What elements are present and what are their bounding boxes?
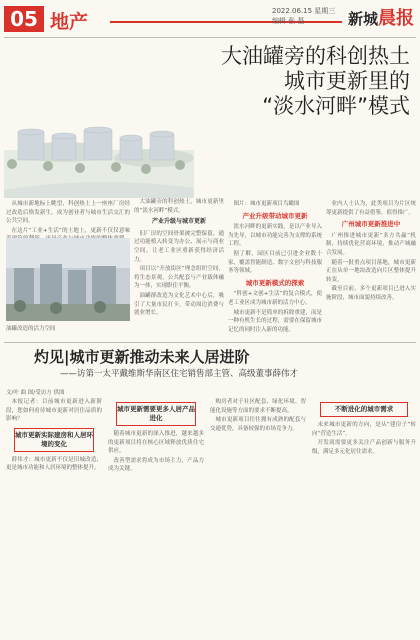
logo-main: 新城 <box>347 10 378 28</box>
article2-col-3 <box>210 398 306 636</box>
header-divider <box>4 37 416 38</box>
feature-headline <box>221 44 410 119</box>
article2-byline: 文/叶 曲 图/受访方 供图 <box>6 390 65 396</box>
article2-col3-para: 购房者对于社区配套、绿化环境、智能化设施等方面的要求不断提高。 <box>210 399 306 414</box>
feature-headline-line-3: “淡水河畔”模式 <box>262 94 410 118</box>
feature-headline-line-1: 大油罐旁的科创热土 <box>221 44 410 68</box>
article2-col2-para: 改善型需求将成为市场主力，产品力成为关键。 <box>108 457 204 473</box>
header-info <box>272 6 342 26</box>
page-header <box>0 0 420 38</box>
feature-col5-para: 广州推进城市更新“多方共赢”机制，持续优化营商环境，推动产城融合发展。 <box>326 232 416 256</box>
article2-col4-para: 开发商需要更多关注产品创新与服务升级，满足多元化居住需求。 <box>312 440 416 455</box>
newspaper-logo <box>348 4 414 30</box>
article-divider <box>4 342 416 343</box>
article2-col2-head: 城市更新需要更多人居产品进化 <box>116 402 196 426</box>
editor-line: 编辑 张 磊 <box>272 17 305 25</box>
feature-col2-para: 旧厂房的空间骨架被完整保留，通过功能植入转变为办公、展示与商业空间，让老工业区重新获得经济活力。 <box>134 230 224 263</box>
date-line: 2022.06.15 星期三 <box>272 7 336 15</box>
article2-col1-head: 城市更新实际建房和人居环境的变化 <box>14 428 94 452</box>
feature-col-1 <box>6 200 130 236</box>
feature-col2-para: 项目以“开放街区”理念组织空间，将生态景观、公共配套与产业载体融为一体，实现职住平衡。 <box>134 266 224 290</box>
feature-col5-head: 广州城市更新推进中 <box>341 220 401 229</box>
article2-subheadline: ——访第一太平戴维斯华南区住宅销售部主管、高级董事薛伟才 <box>60 369 299 379</box>
small-photo-caption: 油罐改造的活力空间 <box>6 326 56 332</box>
feature-col2-para: 油罐群改造为文化艺术中心后，吸引了大量市民打卡，带动周边消费与就业增长。 <box>134 292 224 317</box>
article2-col4-para: 未来城市更新的方向，是从“建房子”转向“营造生活”。 <box>312 422 416 437</box>
section-number: 05 <box>4 6 44 32</box>
feature-col4-head: 城市更新模式的探索 <box>245 278 305 287</box>
article2-col-2 <box>108 398 204 636</box>
article2-col-4 <box>312 398 416 636</box>
feature-col5-para: 随着一批重点项目落地，城市更新正在从单一地块改造向片区整体提升转变。 <box>326 259 416 283</box>
article2-col1-para: 本报记者：目前城市更新进入新阶段，您如何看待城市更新对居住品质的影响？ <box>6 399 102 423</box>
feature-col1-para: 从城市新地标上眺望，科创热土上一座座厂房经过改造后焕发新生，成为创业者与城市生活交汇的公共空间。 <box>6 201 130 225</box>
article2-col2-para: 随着城市更新的深入推进，越来越多的更新项目将在核心区域释放优质住宅供应。 <box>108 431 204 455</box>
feature-col3-para: 淡水河畔的更新实践，是以产业导入为先导，以城市功能完善为支撑的系统工程。 <box>228 224 322 248</box>
feature-col-2 <box>134 198 224 338</box>
article2-headline: 灼见|城市更新推动未来人居进阶 <box>34 348 250 366</box>
feature-col5-para: 截至目前，多个更新项目已进入实施阶段，城市面貌持续改善。 <box>326 286 416 301</box>
section-title: 地产 <box>50 11 89 33</box>
small-photo-illustration <box>6 238 130 321</box>
feature-col1-para: 在这片“工业+生活”的土地上，更新不仅仅意味 <box>11 227 130 234</box>
feature-col3-head: 产业升级带动城市更新 <box>242 211 308 220</box>
article2-col4-head: 不断进化的城市需求 <box>320 402 408 417</box>
feature-col4-para: 业内人士认为，此类项目为片区统筹更新提供了有益借鉴，值得推广。 <box>326 201 416 216</box>
logo-accent: 晨报 <box>378 8 414 29</box>
article2-col3-para: 城市更新项目往往拥有成熟的配套与交通优势，具备较强的市场竞争力。 <box>210 417 306 432</box>
feature-col4-para: 城市更新不是简单的拆除重建，而是一种有机生长的过程，需要在保留城市记忆的同时注入新的功能。 <box>228 309 322 333</box>
feature-photo-note: 图片：城市更新项目鸟瞰图 <box>233 201 300 207</box>
feature-headline-line-2: 城市更新里的 <box>284 69 410 93</box>
feature-col2-head: 产业升级与城市更新 <box>151 218 206 226</box>
feature-col3-para: 据了解，园区目前已引进企业数十家，覆盖智能制造、数字文创与科技服务等领域。 <box>228 250 322 275</box>
article2-col-1 <box>6 398 102 636</box>
small-photo <box>6 238 130 321</box>
article2-col1-para: 薛伟才：城市更新不仅是旧城改造，更是城市功能和人居环境的整体提升。 <box>6 456 102 472</box>
feature-col3-para: “科创+文创+生活”的复合模式，使老工业区成为城市新的活力中心。 <box>228 291 322 306</box>
feature-caption: 大油罐旁的科创热土，城市更新里的“淡水河畔”模式。 <box>134 199 224 214</box>
feature-col-3 <box>228 200 322 338</box>
feature-col-4 <box>326 200 416 338</box>
